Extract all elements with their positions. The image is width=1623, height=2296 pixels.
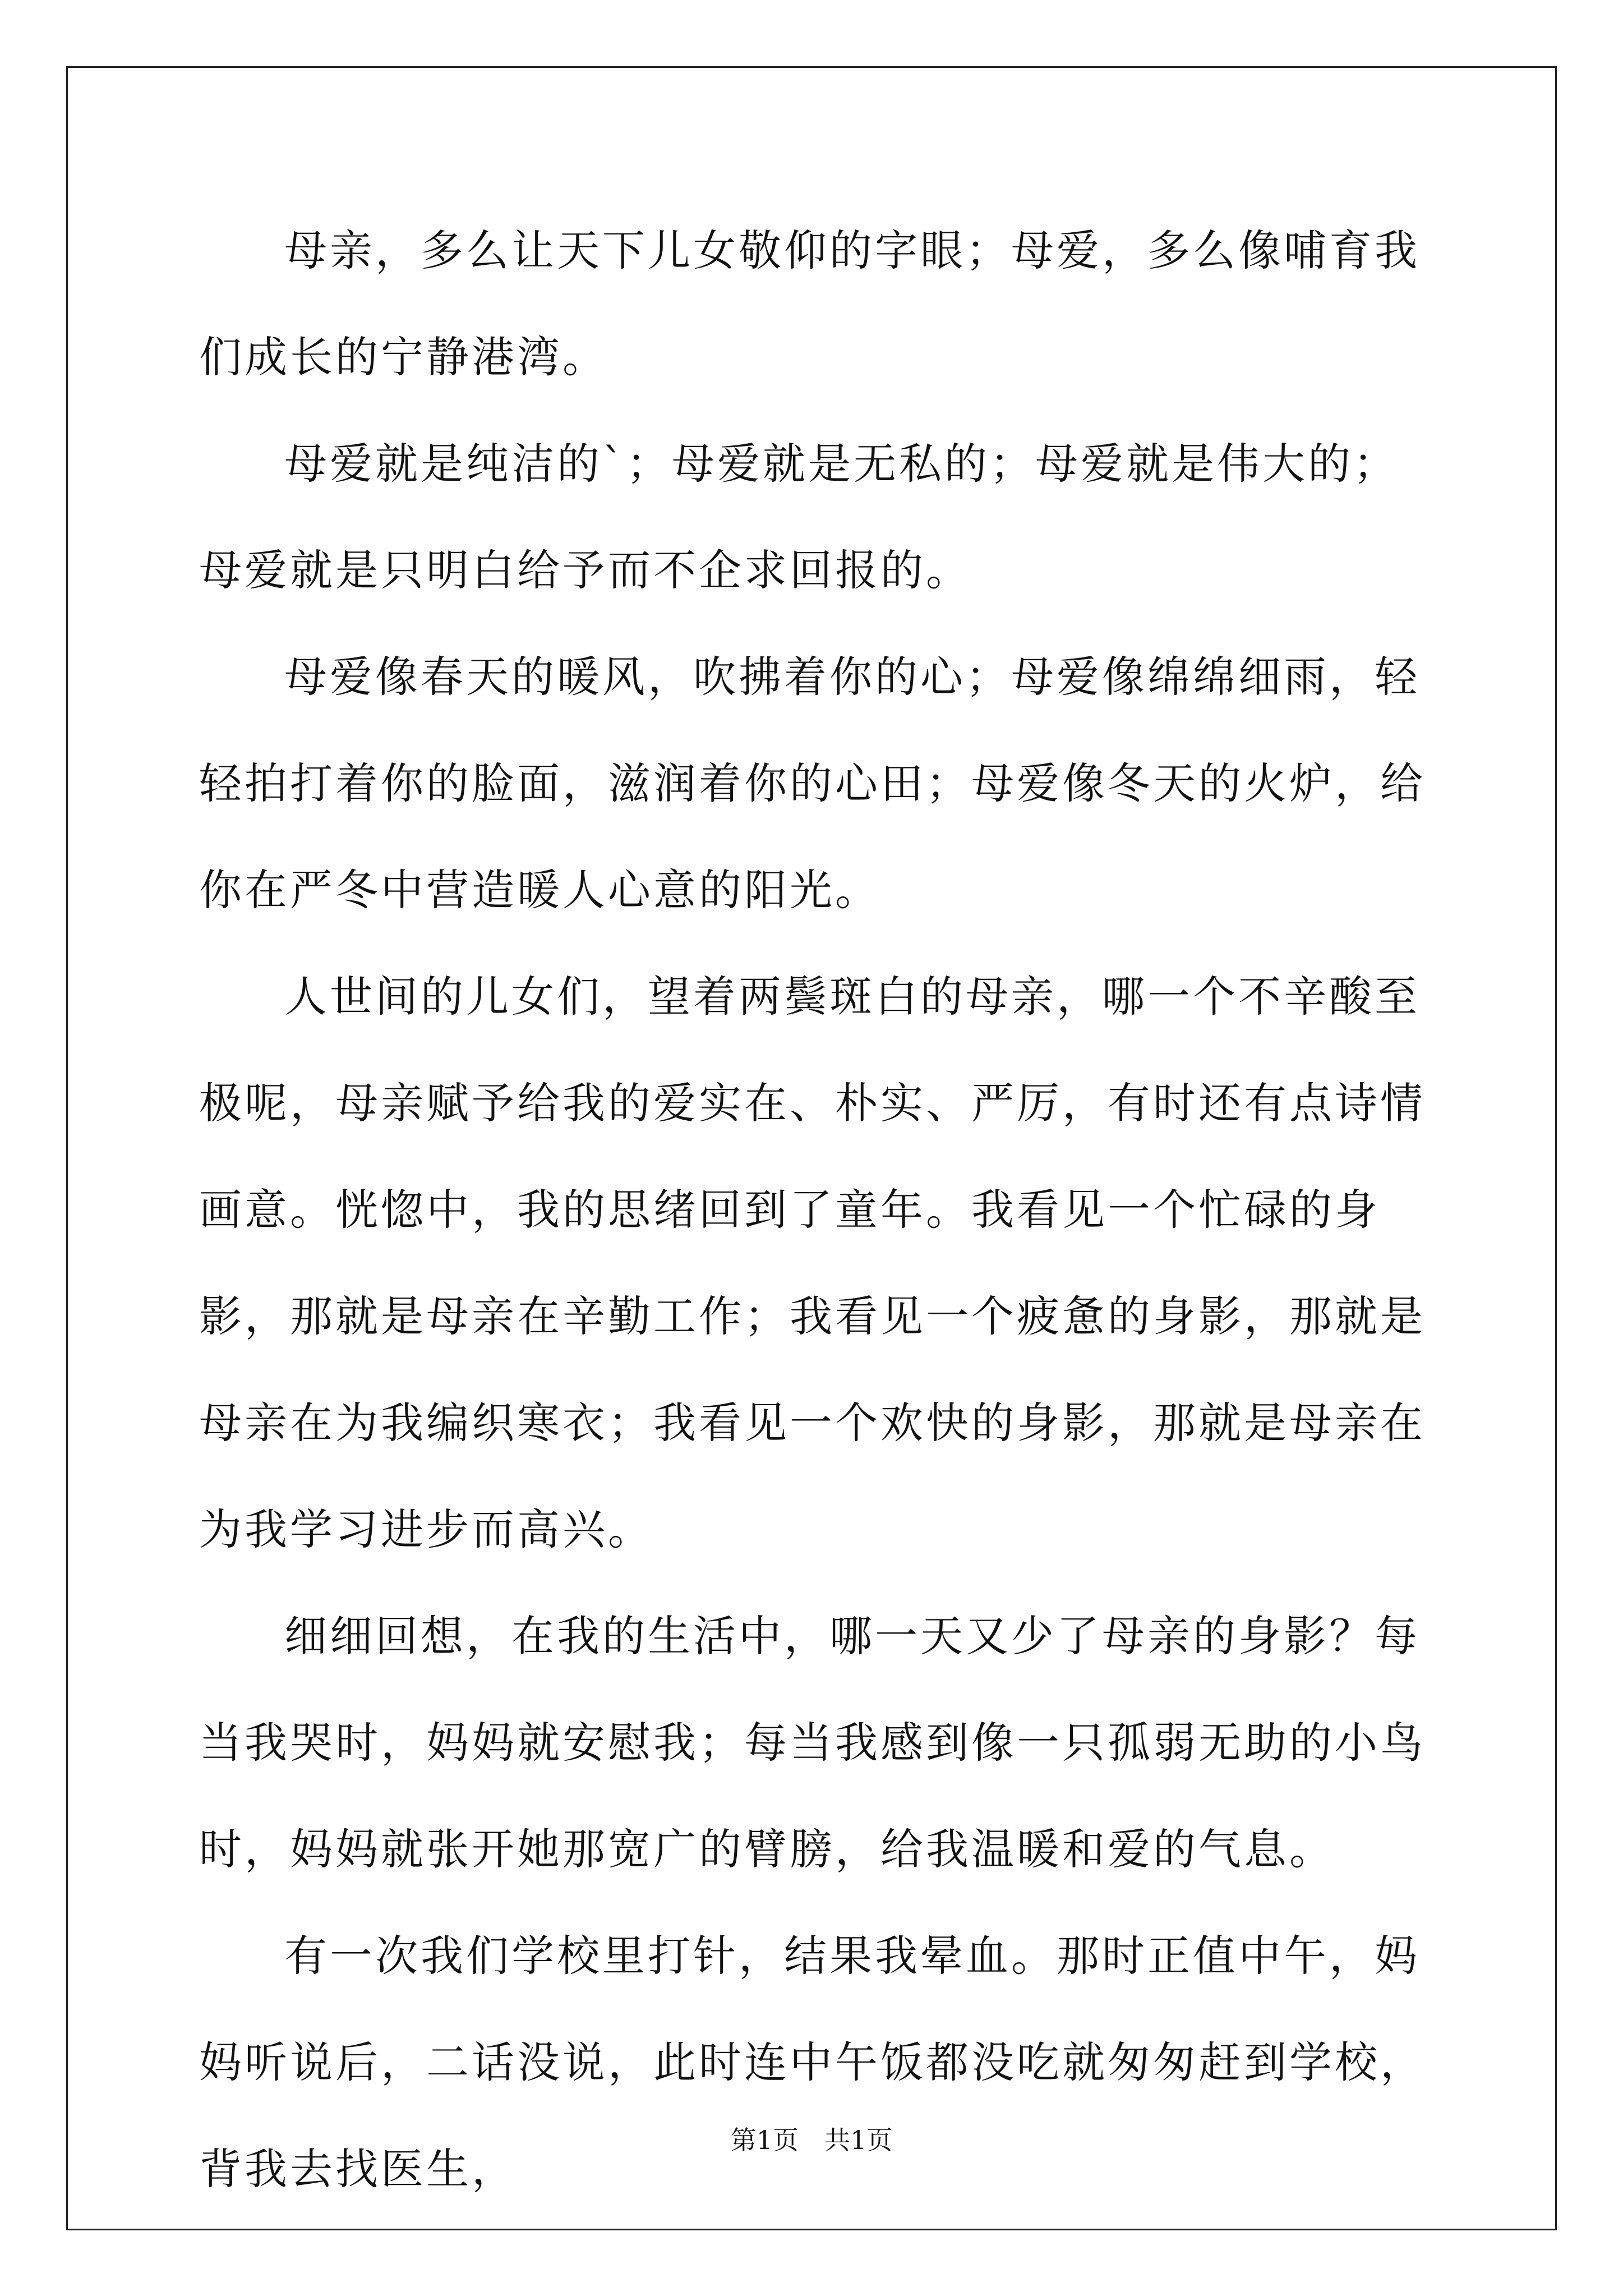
paragraph-3: 母爱像春天的暖风，吹拂着你的心；母爱像绵绵细雨，轻轻拍打着你的脸面，滋润着你的心田；母爱像冬天的火炉，给你在严冬中营造暖人心意的阳光。 (199, 652, 1426, 915)
paragraph-6: 有一次我们学校里打针，结果我晕血。那时正值中午，妈妈听说后，二话没说，此时连中午饭都没吃就匆匆赶到学校，背我去找医生， (199, 1931, 1426, 2194)
page-number-footer: 第1页 共1页 (730, 2125, 893, 2155)
paragraph-1: 母亲，多么让天下儿女敬仰的字眼；母爱，多么像哺育我们成长的宁静港湾。 (199, 226, 1420, 382)
document-body (199, 197, 1433, 2223)
paragraph-2: 母爱就是纯洁的`；母爱就是无私的；母爱就是伟大的；母爱就是只明白给予而不企求回报的。 (199, 439, 1399, 595)
paragraph-5: 细细回想，在我的生活中，哪一天又少了母亲的身影？每当我哭时，妈妈就安慰我；每当我感到像一只孤弱无助的小鸟时，妈妈就张开她那宽广的臂膀，给我温暖和爱的气息。 (199, 1611, 1426, 1874)
paragraph-4: 人世间的儿女们，望着两鬓斑白的母亲，哪一个不辛酸至极呢，母亲赋予给我的爱实在、朴实、严厉，有时还有点诗情画意。恍惚中，我的思绪回到了童年。我看见一个忙碌的身影，那就是母亲在辛勤工作；我看见一个疲惫的身影，那就是母亲在为我编织寒衣；我看见一个欢快的身影，那就是母亲在为我学习进步而高兴。 (199, 972, 1426, 1554)
